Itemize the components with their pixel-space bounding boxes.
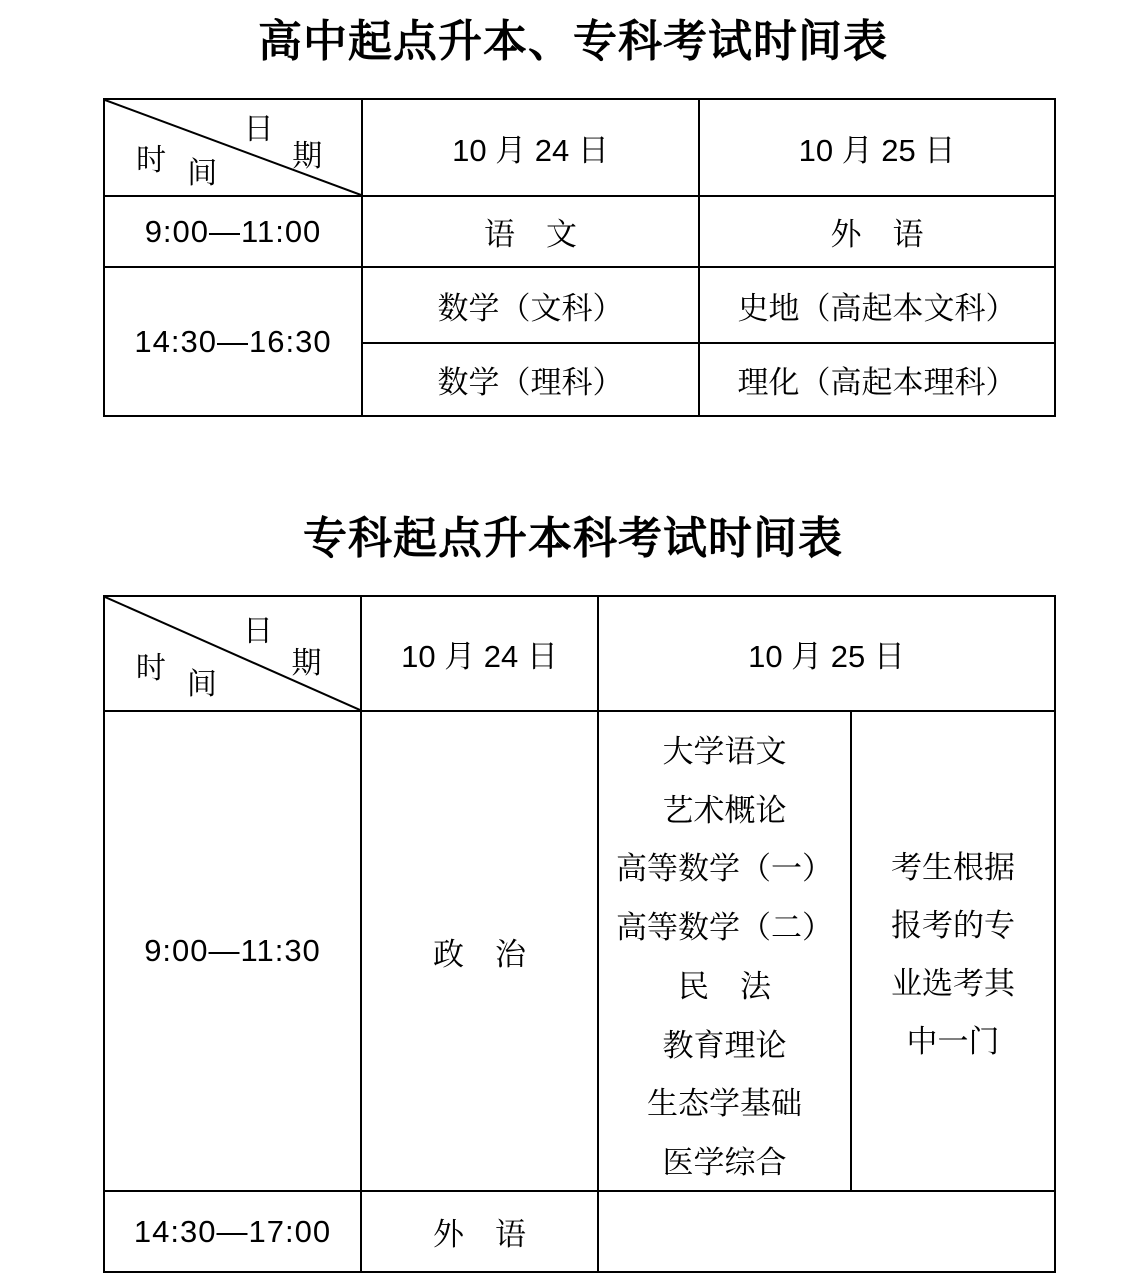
exam-table-junior-college-entry [103,595,1056,1273]
date-column-header-oct24: 10 月 24 日 [361,596,598,711]
subject-cell-politics: 政 治 [361,711,598,1191]
time-cell-afternoon: 14:30—17:00 [104,1191,361,1272]
diagonal-date-char-2: 期 [291,647,322,681]
subject-line-college-chinese: 大学语文 [662,733,787,769]
subject-cell-foreign-language: 外 语 [361,1191,598,1272]
subject-cell-physics-chemistry: 理化（高起本理科） [699,343,1055,416]
date-column-header-oct25: 10 月 25 日 [699,99,1055,196]
date-time-diagonal-header [104,596,361,711]
date-time-diagonal-header [104,99,362,196]
time-cell-morning: 9:00—11:00 [104,196,362,267]
exam-table-high-school-entry [103,98,1056,417]
time-cell-morning: 9:00—11:30 [104,711,361,1191]
diagonal-date-char-1: 日 [243,614,273,648]
diagonal-date-char-1: 日 [243,112,274,146]
page-title-junior-college-table: 专科起点升本科考试时间表 [303,514,843,563]
subject-cell-chinese: 语 文 [362,196,699,267]
elective-subjects-cell [598,711,851,1191]
time-cell-afternoon: 14:30—16:30 [104,267,362,416]
subject-line-civil-law: 民 法 [678,968,771,1004]
diagonal-time-char-1: 时 [135,651,166,685]
diagonal-time-char-2: 间 [186,667,217,701]
note-line: 中一门 [906,1024,1000,1059]
elective-note-cell [851,711,1055,1191]
subject-cell-history-geography: 史地（高起本文科） [699,267,1055,343]
page-title-high-school-table: 高中起点升本、专科考试时间表 [258,17,888,66]
diagonal-time-char-2: 间 [187,157,218,191]
subject-line-education-theory: 教育理论 [662,1027,787,1063]
subject-cell-math-liberal-arts: 数学（文科） [362,267,699,343]
subject-cell-foreign-language: 外 语 [699,196,1055,267]
subject-line-advanced-math-2: 高等数学（二） [616,910,833,946]
elective-subjects-list [599,713,850,1189]
elective-note-text [852,712,1054,1190]
diagonal-time-char-1: 时 [136,144,167,177]
diagonal-date-char-2: 期 [292,140,323,174]
subject-line-medicine-comprehensive: 医学综合 [662,1145,787,1181]
note-line: 业选考其 [891,966,1015,1001]
date-column-header-oct24: 10 月 24 日 [362,99,699,196]
date-column-header-oct25: 10 月 25 日 [598,596,1055,711]
subject-line-art-theory: 艺术概论 [662,792,787,828]
subject-line-advanced-math-1: 高等数学（一） [616,851,833,887]
note-line: 报考的专 [891,908,1015,943]
note-line: 考生根据 [891,850,1015,885]
subject-line-ecology-basics: 生态学基础 [647,1086,802,1122]
empty-cell [598,1191,1055,1272]
subject-cell-math-science: 数学（理科） [362,343,699,416]
